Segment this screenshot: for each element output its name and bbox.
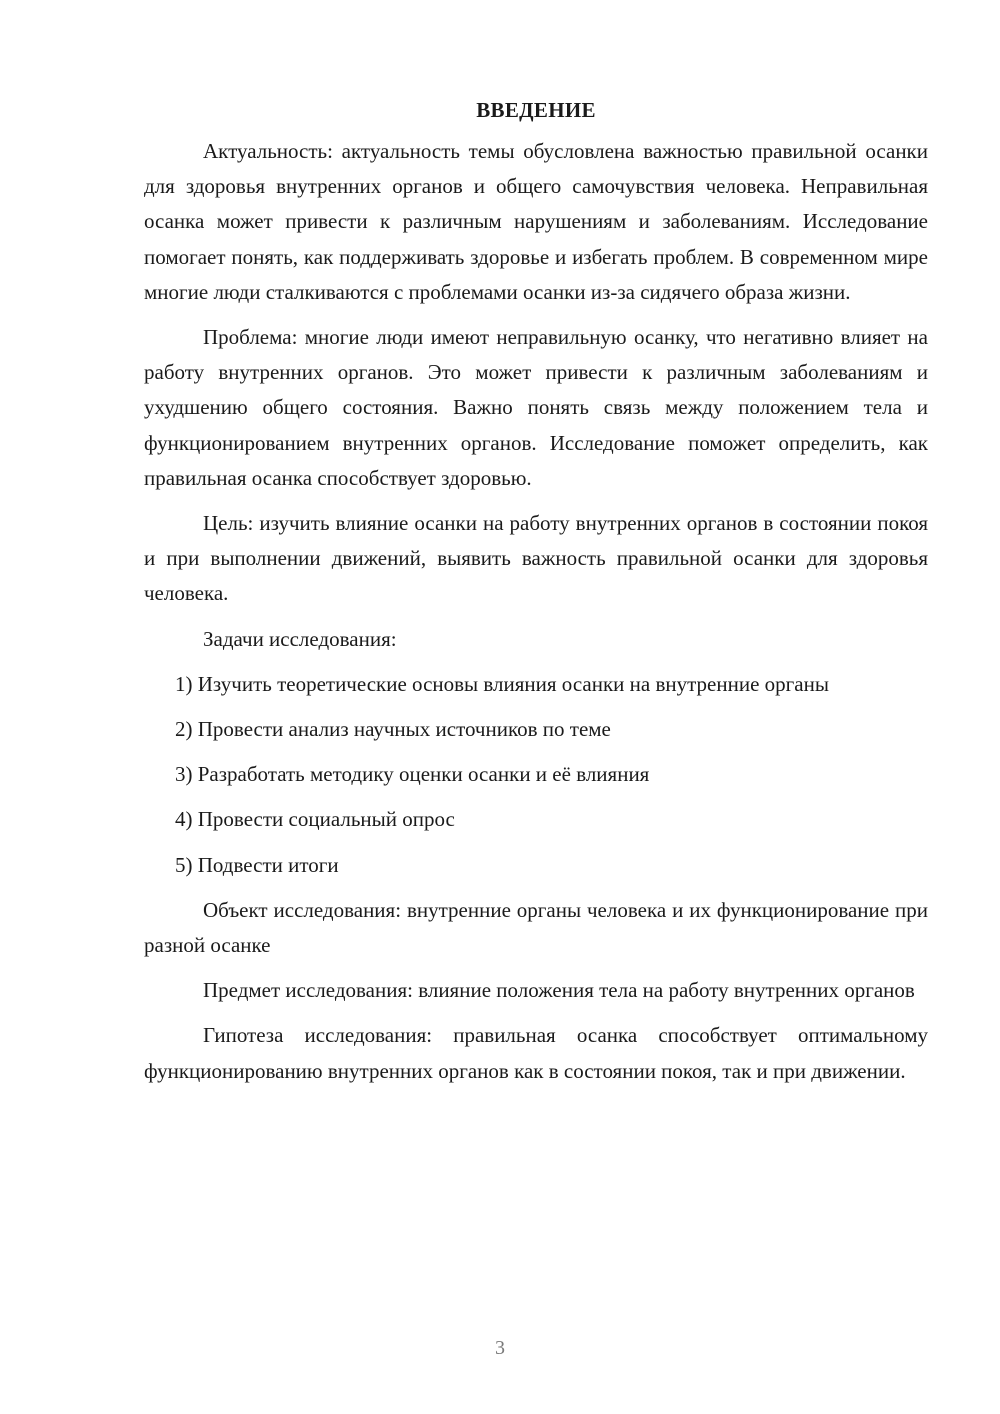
paragraph-object: Объект исследования: внутренние органы человека и их функционирование при разной осанке	[144, 897, 928, 958]
task-number: 3)	[175, 762, 193, 787]
paragraph-goal: Цель: изучить влияние осанки на работу внутренних органов в состоянии покоя и при выполнении движений, выявить важность правильной осанки для здоровья человека.	[144, 511, 928, 606]
paragraph-relevance: Актуальность: актуальность темы обусловлена важностью правильной осанки для здоровья внутренних органов и общего самочувствия человека. Неправильная осанка может привести к различным нарушениям и заболеваниям. Исследование помогает понять, как поддерживать здоровье и избегать проблем. В современном мире многие люди сталкиваются с проблемами осанки из-за сидячего образа жизни.	[144, 139, 928, 304]
paragraph-subject: Предмет исследования: влияние положения тела на работу внутренних органов	[203, 978, 915, 1003]
task-item	[144, 667, 928, 702]
task-text: Разработать методику оценки осанки и её влияния	[197, 762, 650, 787]
task-text: Провести социальный опрос	[197, 807, 455, 832]
task-item	[144, 712, 928, 747]
task-item	[144, 757, 928, 792]
task-number: 5)	[175, 852, 193, 877]
task-number: 1)	[175, 671, 193, 696]
paragraph-problem: Проблема: многие люди имеют неправильную осанку, что негативно влияет на работу внутренних органов. Это может привести к различным заболеваниям и ухудшению общего состояния. Важно понять связь между положением тела и функционированием внутренних органов. Исследование поможет определить, как правильная осанка способствует здоровью.	[144, 325, 928, 490]
task-item	[144, 848, 928, 883]
paragraph-tasks-heading: Задачи исследования:	[203, 626, 397, 651]
task-text: Подвести итоги	[197, 852, 339, 877]
paragraph-hypothesis: Гипотеза исследования: правильная осанка способствует оптимальному функционированию внутренних органов как в состоянии покоя, так и при движении.	[144, 1023, 928, 1083]
task-text: Провести анализ научных источников по теме	[197, 717, 611, 742]
task-number: 2)	[175, 717, 193, 742]
page-content	[144, 93, 928, 1099]
page-title: ВВЕДЕНИЕ	[476, 98, 596, 122]
task-number: 4)	[175, 807, 193, 832]
task-item	[144, 802, 928, 837]
task-text: Изучить теоретические основы влияния осанки на внутренние органы	[197, 671, 829, 696]
page-number: 3	[495, 1337, 505, 1359]
